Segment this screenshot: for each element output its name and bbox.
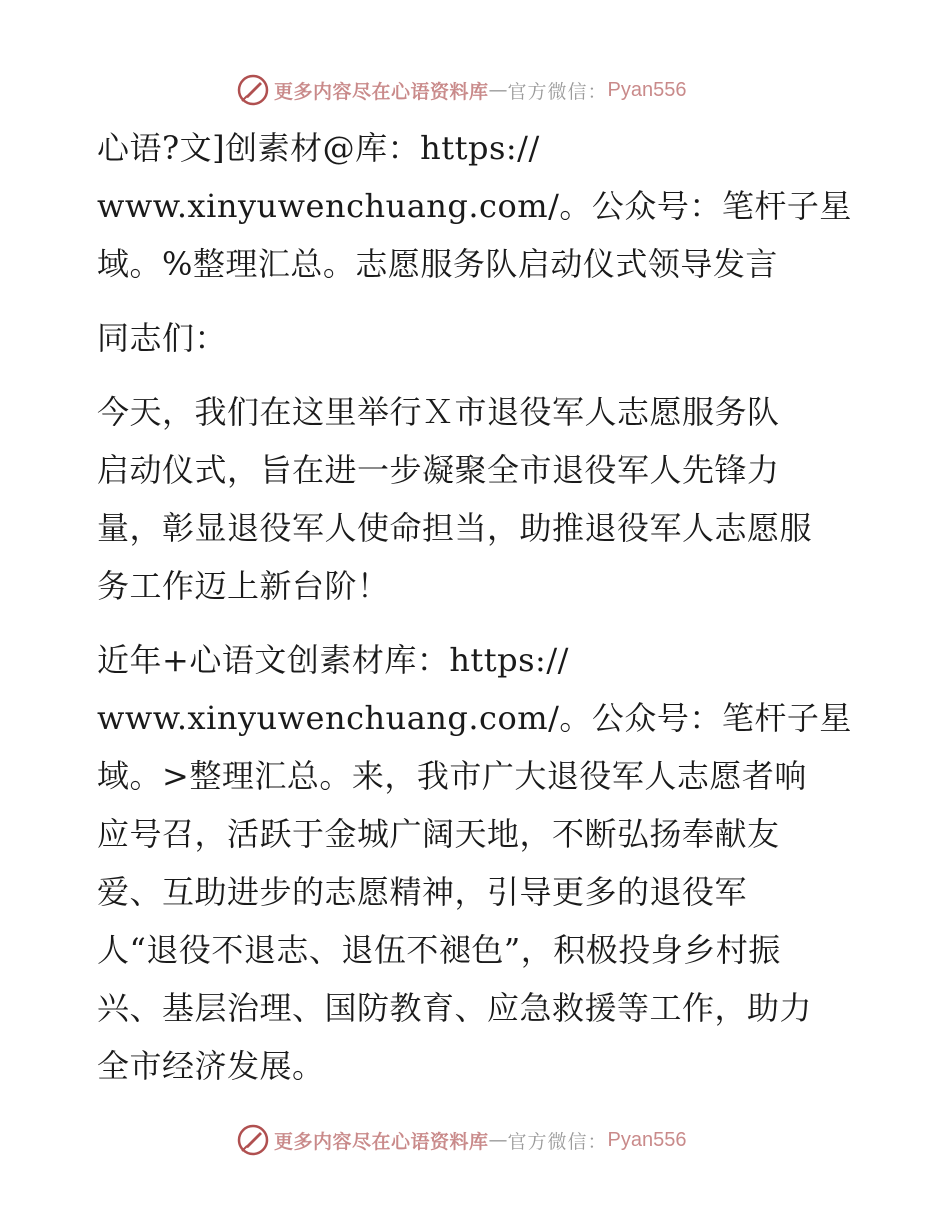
text-line: 近年+心语文创素材库：https:// [97, 641, 569, 679]
header-watermark [236, 72, 687, 108]
quill-logo-icon [236, 1123, 270, 1157]
watermark-separator: — [488, 79, 508, 101]
text-line: 应号召，活跃于金城广阔天地，不断弘扬奉献友 [97, 815, 780, 853]
text-line: 启动仪式，旨在进一步凝聚全市退役军人先锋力 [97, 451, 780, 489]
watermark-wechat-id: Pyan556 [607, 1128, 687, 1151]
text-line: 务工作迈上新台阶！ [97, 567, 390, 605]
text-line: 今天，我们在这里举行Ｘ市退役军人志愿服务队 [97, 393, 780, 431]
text-line: www.xinyuwenchuang.com/。公众号：笔杆子星 [97, 699, 852, 737]
watermark-brand: 更多内容尽在心语资料库 [274, 1130, 489, 1153]
text-line: 兴、基层治理、国防教育、应急救援等工作，助力 [97, 989, 813, 1027]
watermark-separator: — [488, 1129, 508, 1151]
text-line: 心语?文]创素材@库：https:// [97, 129, 540, 167]
text-line: 域。%整理汇总。志愿服务队启动仪式领导发言 [97, 245, 778, 283]
watermark-official-label: 官方微信： [507, 1130, 608, 1153]
text-line: 爱、互助进步的志愿精神，引导更多的退役军 [97, 873, 748, 911]
text-line: 域。>整理汇总。来，我市广大退役军人志愿者响 [97, 757, 807, 795]
quill-logo-icon [236, 73, 270, 107]
salutation: 同志们： [97, 319, 228, 357]
watermark-brand: 更多内容尽在心语资料库 [274, 80, 489, 103]
footer-watermark [236, 1122, 687, 1158]
text-line: 量，彰显退役军人使命担当，助推退役军人志愿服 [97, 509, 813, 547]
text-line: 全市经济发展。 [97, 1047, 325, 1085]
watermark-official-label: 官方微信： [507, 80, 608, 103]
text-line: www.xinyuwenchuang.com/。公众号：笔杆子星 [97, 187, 852, 225]
text-line: 人“退役不退志、退伍不褪色”，积极投身乡村振 [97, 931, 781, 969]
watermark-wechat-id: Pyan556 [607, 78, 687, 101]
